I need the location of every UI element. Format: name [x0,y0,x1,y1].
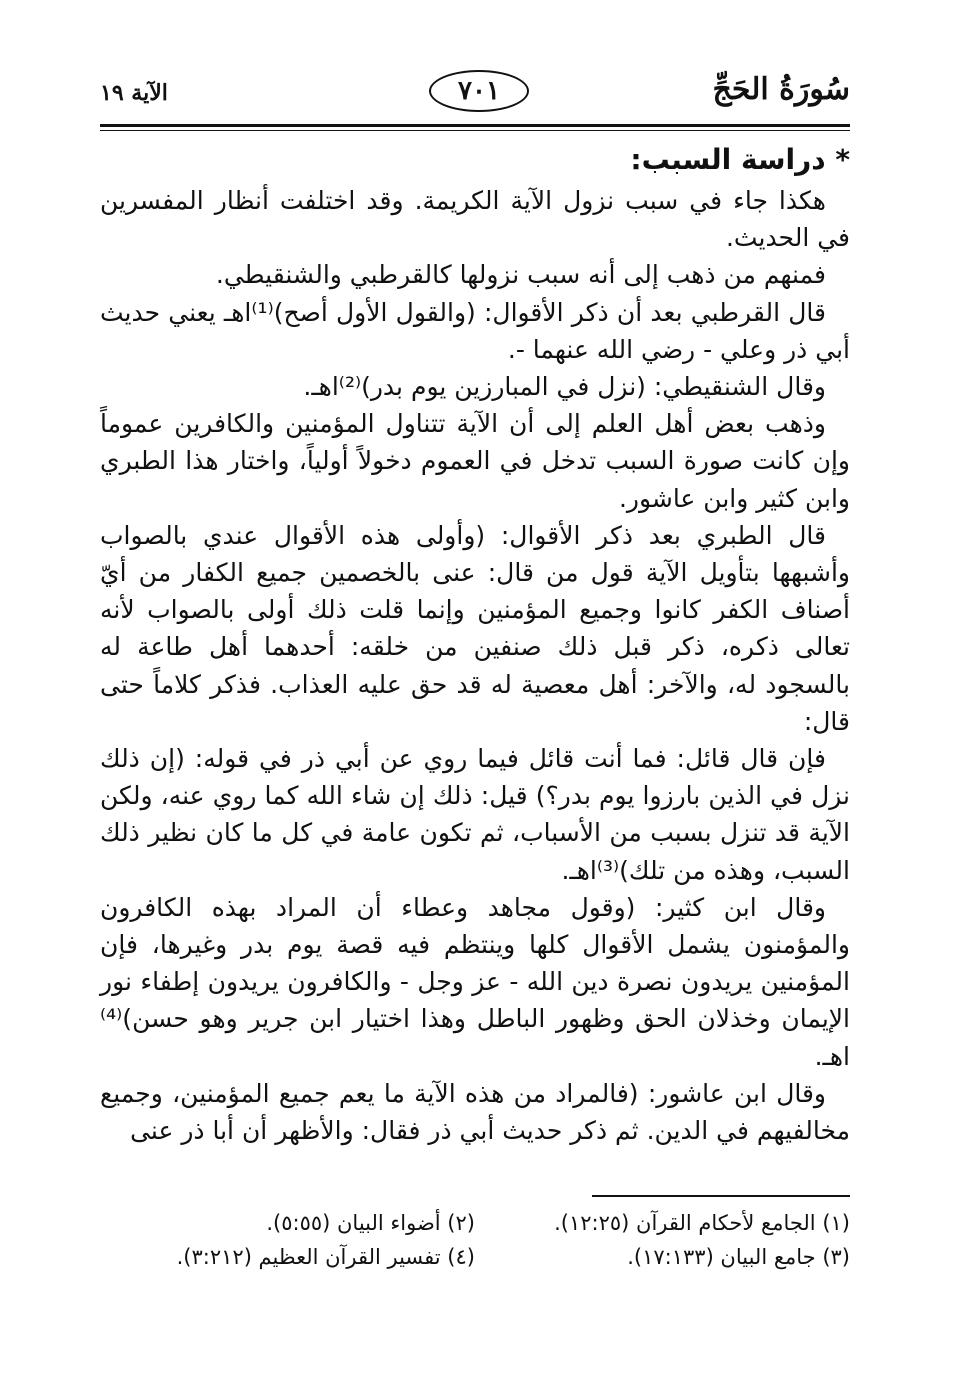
paragraph: وقال ابن كثير: (وقول مجاهد وعطاء أن المراد بهذه الكافرون والمؤمنون يشمل الأقوال كلها وينتظم فيه قصة يوم بدر وغيرها، فإن المؤمنين يريدون نصرة دين الله - عز وجل - والكافرون يريدون إطفاء نور الإيمان وخذلان الحق وظهور الباطل وهذا اختيار ابن جرير وهو حسن)⁽⁴⁾اهـ. [100,892,850,1071]
footnote-row [100,1206,850,1240]
paragraph: فمنهم من ذهب إلى أنه سبب نزولها كالقرطبي والشنقيطي. [215,260,826,290]
footnotes [100,1206,850,1274]
header-rule-thin [100,130,850,131]
paragraph: قال القرطبي بعد أن ذكر الأقوال: (والقول الأول أصح)⁽¹⁾اهـ يعني حديث أبي ذر وعلي - رضي الله عنهما -. [100,297,850,364]
footnote: (٤) تفسير القرآن العظيم (٣:٢١٢). [176,1245,475,1269]
footnote: (٣) جامع البيان (١٧:١٣٣). [627,1245,850,1269]
footnote: (١) الجامع لأحكام القرآن (١٢:٢٥). [554,1211,850,1235]
header-rule-thick [100,124,850,127]
paragraph: قال الطبري بعد ذكر الأقوال: (وأولى هذه الأقوال عندي بالصواب وأشبهها بتأويل الآية قول من قال: عنى بالخصمين جميع الكفار من أيّ أصناف الكفر كانوا وجميع المؤمنين وإنما قلت ذلك أولى بالصواب لأنه تعالى ذكره، ذكر قبل ذلك صنفين من خلقه: أحدهما أهل طاعة له بالسجود له، والآخر: أهل معصية له قد حق عليه العذاب. فذكر كلاماً حتى قال: [100,520,850,736]
surah-name: سُورَةُ الحَجِّ [712,72,850,107]
paragraph: وقال ابن عاشور: (فالمراد من هذه الآية ما يعم جميع المؤمنين، وجميع مخالفيهم في الدين. ثم ذكر حديث أبي ذر فقال: والأظهر أن أبا ذر عنى [100,1078,850,1146]
paragraph: وقال الشنقيطي: (نزل في المبارزين يوم بدر)⁽²⁾اهـ. [303,372,826,402]
ayah-label: الآية ١٩ [100,80,168,106]
paragraph: هكذا جاء في سبب نزول الآية الكريمة. وقد اختلفت أنظار المفسرين في الحديث. [100,186,850,253]
page-header [100,62,850,122]
page-number [429,70,529,112]
page-number-text: ٧٠١ [458,76,500,106]
paragraph: وذهب بعض أهل العلم إلى أن الآية تتناول المؤمنين والكافرين عموماً وإن كانت صورة السبب تدخل في العموم دخولاً أولياً، واختار هذا الطبري وابن كثير وابن عاشور. [100,409,850,513]
footnote-row [100,1240,850,1274]
main-text [100,138,850,1149]
footnote-rule [592,1195,850,1197]
footnote: (٢) أضواء البيان (٥:٥٥). [266,1211,475,1235]
section-title: * دراسة السبب: [630,143,850,176]
paragraph: فإن قال قائل: فما أنت قائل فيما روي عن أبي ذر في قوله: (إن ذلك نزل في الذين بارزوا يوم بدر؟) قيل: ذلك إن شاء الله كما روي عنه، ولكن الآية قد تنزل بسبب من الأسباب، ثم تكون عامة في كل ما كان نظير ذلك السبب، وهذه من تلك)⁽³⁾اهـ. [100,744,850,885]
